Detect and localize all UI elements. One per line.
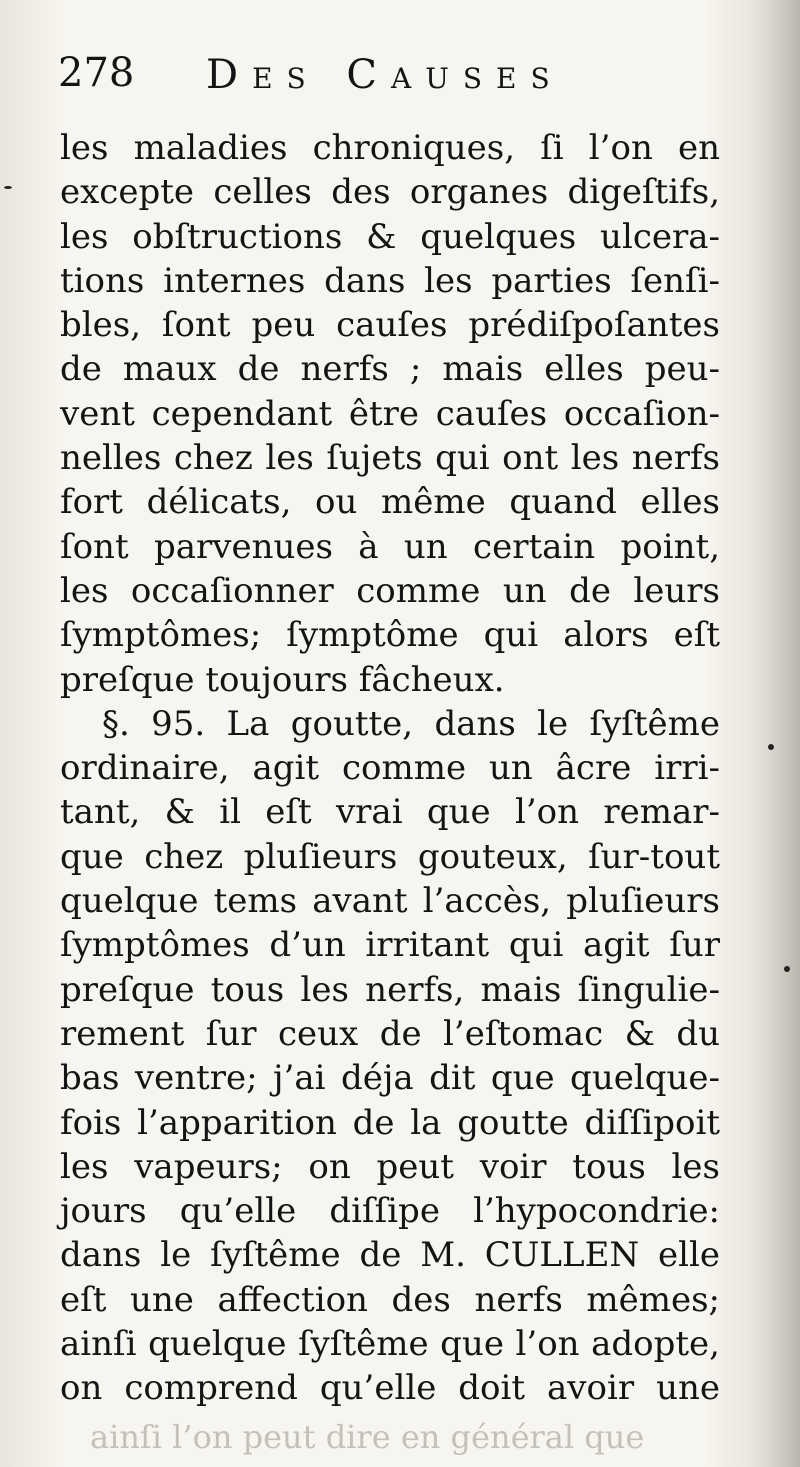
text-line: preſque toujours fâcheux.	[60, 659, 505, 700]
text-line: rement ſur ceux de l’eſtomac & du	[60, 1013, 720, 1054]
text-line: preſque tous les nerfs, mais ſingulie-	[60, 969, 720, 1010]
text-line: ſymptômes; ſymptôme qui alors eſt	[60, 615, 720, 656]
text-line: que chez pluſieurs gouteux, ſur-tout	[60, 836, 720, 877]
text-line: les vapeurs; on peut voir tous les	[60, 1146, 720, 1187]
text-line: vent cependant être cauſes occaſion-	[60, 393, 720, 434]
text-line: bles, ſont peu cauſes prédiſpoſantes	[60, 305, 720, 346]
running-head	[58, 50, 718, 106]
text-line: ordinaire, agit comme un âcre irri-	[60, 748, 720, 789]
page-edge-shadow	[752, 0, 800, 1467]
ink-speck	[4, 186, 12, 189]
text-line: ſymptômes d’un irritant qui agit ſur	[60, 925, 720, 966]
text-line: excepte celles des organes digeſtifs,	[60, 172, 720, 213]
text-line: nelles chez les ſujets qui ont les nerfs	[60, 438, 720, 479]
text-line: ainſi quelque ſyſtême que l’on adopte,	[60, 1324, 720, 1365]
text-line: eſt une affection des nerfs mêmes;	[60, 1279, 720, 1320]
text-line: tions internes dans les parties ſenſi-	[60, 260, 720, 301]
ink-speck	[768, 744, 774, 750]
text-line: fois l’apparition de la goutte diſſipoit	[60, 1102, 720, 1143]
text-line: les occaſionner comme un de leurs	[60, 570, 720, 611]
text-line: les maladies chroniques, ſi l’on en	[60, 128, 720, 168]
ink-speck	[784, 966, 790, 972]
text-line: quelque tems avant l’accès, pluſieurs	[60, 881, 720, 922]
paragraph-start-line: §. 95. La goutte, dans le ſyſtême	[102, 703, 720, 744]
text-line: dans le ſyſtême de M. CULLEN elle	[60, 1235, 720, 1276]
text-line: on comprend qu’elle doit avoir une	[60, 1368, 720, 1409]
bleed-through-text: ainſi l’on peut dire en général que	[90, 1418, 645, 1456]
text-line: jours qu’elle diſſipe l’hypocondrie:	[60, 1191, 720, 1232]
page-number: 278	[58, 50, 135, 96]
text-line: les obſtructions & quelques ulcera-	[60, 216, 720, 257]
running-title: Des Causes	[206, 52, 564, 98]
text-line: bas ventre; j’ai déja dit que quelque-	[60, 1058, 720, 1099]
text-line: ſont parvenues à un certain point,	[60, 526, 720, 567]
body-text	[60, 126, 720, 1411]
text-line: de maux de nerfs ; mais elles peu-	[60, 349, 720, 390]
text-line: tant, & il eſt vrai que l’on remar-	[60, 792, 720, 833]
text-line: fort délicats, ou même quand elles	[60, 482, 720, 523]
